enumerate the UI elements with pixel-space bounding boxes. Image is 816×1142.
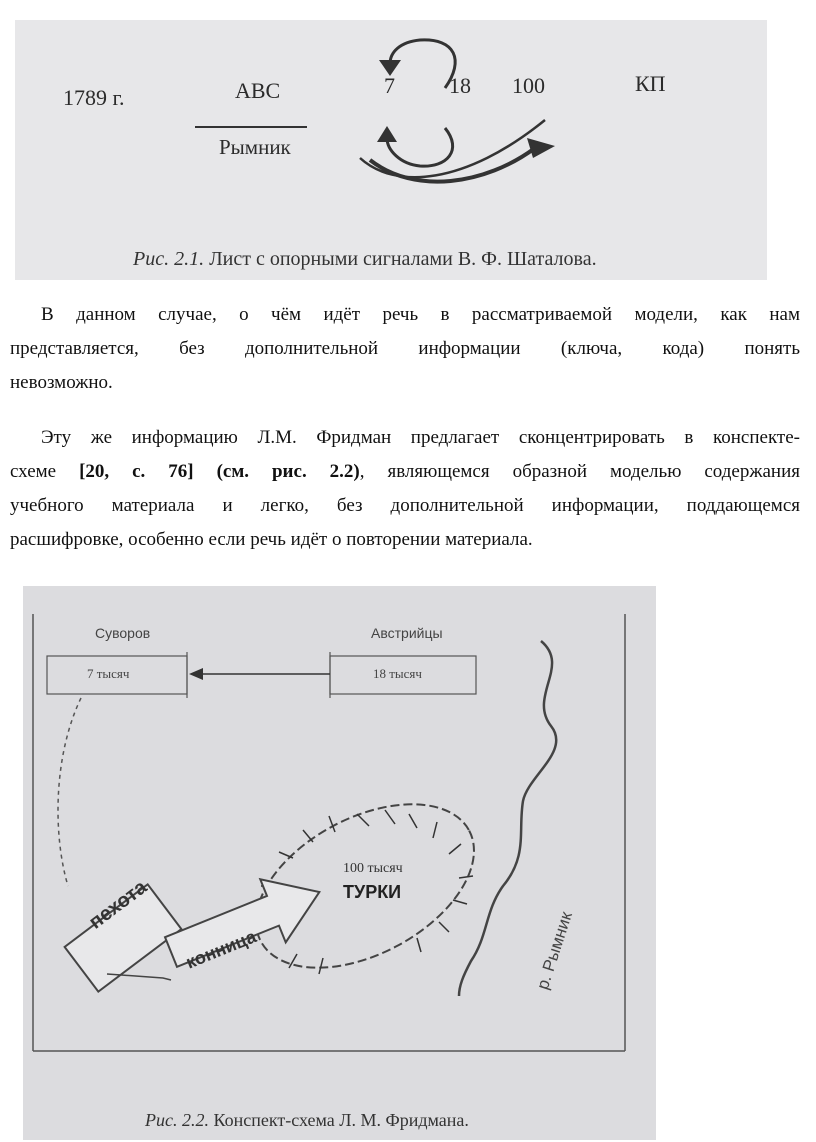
dashed-march-path — [58, 698, 81, 886]
line-2-start: схеме — [10, 461, 80, 482]
loop-arrow-bottom — [387, 128, 453, 166]
paragraph-1-line-3: невозможно. — [10, 372, 113, 393]
river-label: р. Рымник — [533, 909, 576, 992]
number-18: 18 — [449, 73, 471, 98]
infantry-label: пехота — [85, 876, 152, 934]
austrians-label: Австрийцы — [371, 625, 443, 641]
paragraph-1 — [10, 298, 800, 400]
loop-arrow-top — [390, 40, 455, 88]
line-2-end: , являющемся образной моделью содержания — [359, 461, 800, 482]
paragraph-2-line-2 — [10, 455, 800, 489]
austrians-count: 18 тысяч — [373, 666, 422, 681]
turks-label: ТУРКИ — [343, 882, 402, 902]
paragraph-2-line-3: учебного материала и легко, без дополнительной информации, поддающемся — [10, 495, 800, 516]
figure-2-1-photo — [15, 20, 767, 280]
figure-2-1-caption — [133, 248, 597, 271]
sweep-arrow-head — [527, 138, 555, 158]
kp-label: КП — [635, 71, 666, 96]
loop-arrow-bottom-head — [377, 126, 397, 142]
paragraph-1-line-2: представляется, без дополнительной информации (ключа, кода) понять — [10, 338, 800, 359]
figure-2-2-photo — [23, 586, 656, 1140]
number-100: 100 — [512, 73, 545, 98]
figure-2-1-drawing — [15, 20, 767, 280]
caption-text: Конспект-схема Л. М. Фридмана. — [213, 1110, 469, 1130]
paragraph-2-line-4: расшифровке, особенно если речь идёт о повторении материала. — [10, 529, 533, 550]
caption-prefix: Рис. 2.1. — [133, 248, 205, 270]
caption-prefix: Рис. 2.2. — [145, 1110, 209, 1130]
caption-text: Лист с опорными сигналами В. Ф. Шаталова. — [209, 248, 597, 270]
figure-2-2-caption — [145, 1110, 469, 1131]
turks-count: 100 тысяч — [343, 861, 403, 876]
suvorov-count: 7 тысяч — [87, 666, 130, 681]
arrow-head — [189, 668, 203, 680]
citation-reference: [20, с. 76] (см. рис. 2.2) — [79, 461, 360, 482]
abc-label: АВС — [235, 78, 281, 103]
rymnik-label: Рымник — [219, 135, 291, 159]
paragraph-2-line-1: Эту же информацию Л.М. Фридман предлагает сконцентрировать в конспекте- — [41, 427, 800, 448]
year-label: 1789 г. — [63, 85, 125, 110]
cavalry-label: конница — [183, 926, 259, 973]
paragraph-2 — [10, 421, 800, 557]
cavalry-arrow — [158, 861, 332, 984]
paragraph-1-line-1: В данном случае, о чём идёт речь в рассматриваемой модели, как нам — [41, 304, 800, 325]
suvorov-label: Суворов — [95, 625, 151, 641]
number-7: 7 — [384, 73, 395, 98]
